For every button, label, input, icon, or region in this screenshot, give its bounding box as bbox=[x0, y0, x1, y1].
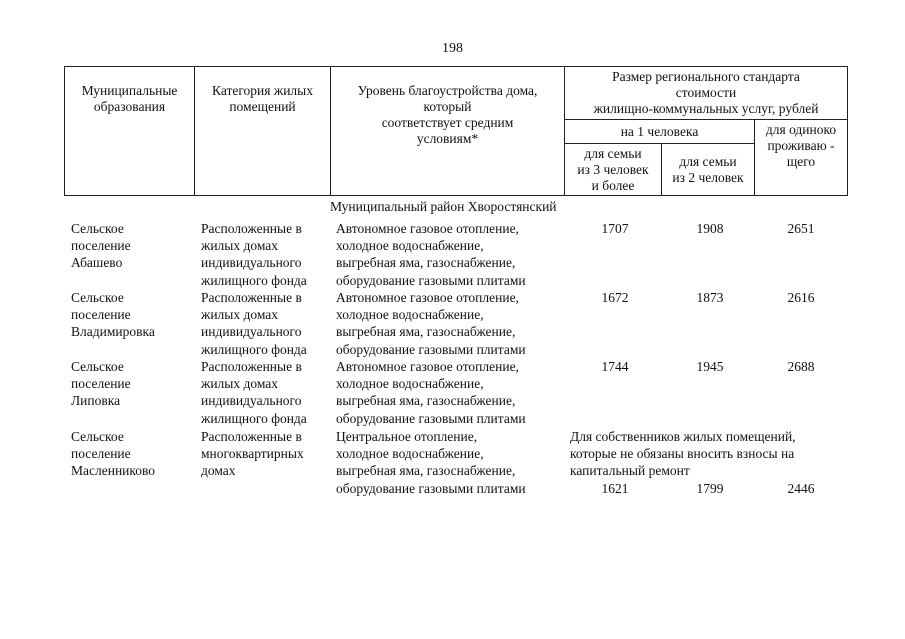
table-row bbox=[0, 428, 905, 504]
section-title: Муниципальный район Хворостянский bbox=[330, 199, 557, 214]
value-family2: 1908 bbox=[696, 221, 724, 236]
header-table bbox=[64, 66, 848, 196]
ownership-note: Для собственников жилых помещений, которые не обязаны вносить взносы на капитальный ремонт bbox=[570, 429, 796, 479]
municipality-cell: Сельское поселение Масленниково bbox=[71, 429, 156, 479]
table-row bbox=[0, 358, 905, 434]
header-single: для одиноко проживаю - щего bbox=[755, 120, 848, 196]
value-family3: 1621 bbox=[601, 481, 629, 496]
value-single: 2688 bbox=[787, 359, 815, 374]
header-family2: для семьи из 2 человек bbox=[662, 144, 755, 196]
value-family2: 1945 bbox=[696, 359, 724, 374]
category-cell: Расположенные в многоквартирных домах bbox=[201, 429, 304, 479]
header-family3: для семьи из 3 человек и более bbox=[565, 144, 662, 196]
header-level: Уровень благоустройства дома, который соответствует средним условиям* bbox=[331, 67, 565, 196]
municipality-cell: Сельское поселение Липовка bbox=[71, 359, 131, 409]
level-cell: Центральное отопление, холодное водоснабжение, выгребная яма, газоснабжение, оборудование газовыми плитами bbox=[336, 429, 526, 496]
value-single: 2446 bbox=[787, 481, 815, 496]
category-cell: Расположенные в жилых домах индивидуального жилищного фонда bbox=[201, 221, 307, 288]
value-family2: 1799 bbox=[696, 481, 724, 496]
level-cell: Автономное газовое отопление, холодное водоснабжение, выгребная яма, газоснабжение, оборудование газовыми плитами bbox=[336, 359, 526, 426]
header-category: Категория жилых помещений bbox=[195, 67, 331, 196]
page-number: 198 bbox=[442, 41, 463, 56]
table-row bbox=[0, 220, 905, 296]
value-family3: 1707 bbox=[601, 221, 629, 236]
header-standard-group: Размер регионального стандарта стоимости жилищно-коммунальных услуг, рублей bbox=[565, 67, 848, 120]
category-cell: Расположенные в жилых домах индивидуального жилищного фонда bbox=[201, 359, 307, 426]
municipality-cell: Сельское поселение Владимировка bbox=[71, 290, 155, 340]
table-row bbox=[0, 289, 905, 365]
category-cell: Расположенные в жилых домах индивидуального жилищного фонда bbox=[201, 290, 307, 357]
value-family3: 1744 bbox=[601, 359, 629, 374]
level-cell: Автономное газовое отопление, холодное водоснабжение, выгребная яма, газоснабжение, оборудование газовыми плитами bbox=[336, 290, 526, 357]
value-family2: 1873 bbox=[696, 290, 724, 305]
header-municipality: Муниципальные образования bbox=[65, 67, 195, 196]
value-family3: 1672 bbox=[601, 290, 629, 305]
header-per-person: на 1 человека bbox=[565, 120, 755, 144]
municipality-cell: Сельское поселение Абашево bbox=[71, 221, 131, 271]
value-single: 2616 bbox=[787, 290, 815, 305]
value-single: 2651 bbox=[787, 221, 815, 236]
level-cell: Автономное газовое отопление, холодное водоснабжение, выгребная яма, газоснабжение, оборудование газовыми плитами bbox=[336, 221, 526, 288]
